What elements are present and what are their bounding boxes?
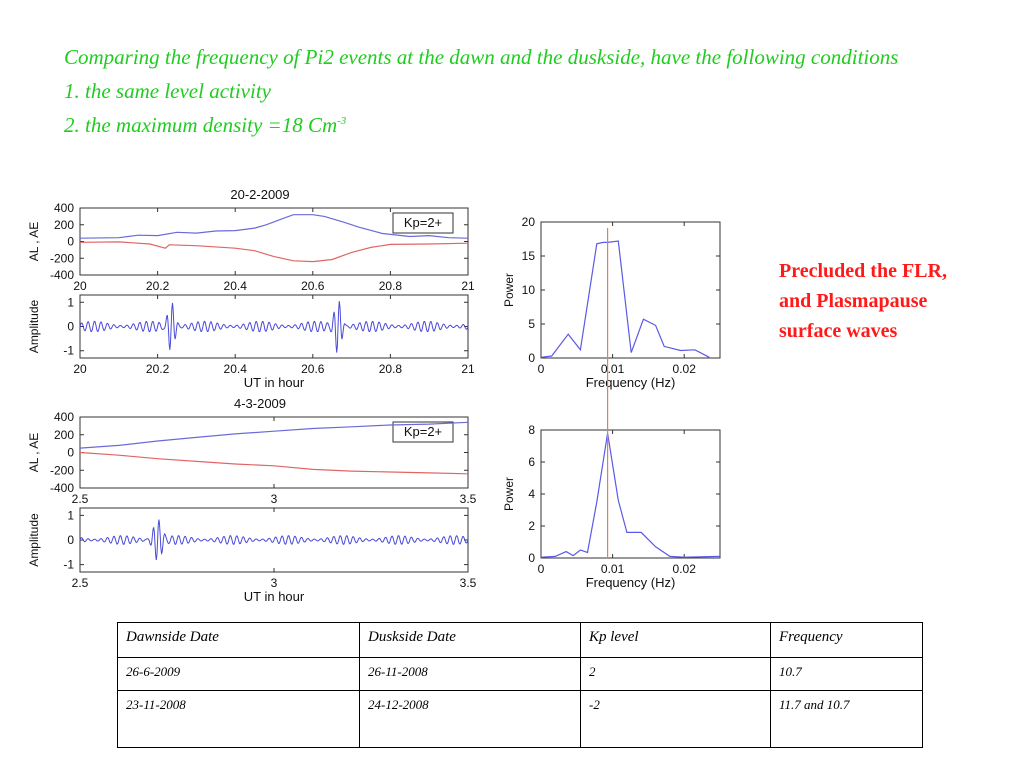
x-tick-label: 20.2	[145, 279, 170, 293]
x-tick-label: 20	[73, 362, 87, 376]
intro-line-2: 1. the same level activity	[64, 79, 271, 103]
table-cell: 23-11-2008	[118, 691, 360, 748]
y-tick-label: 400	[53, 410, 74, 424]
y-tick-label: 10	[521, 283, 535, 297]
x-tick-label: 0.01	[600, 362, 625, 376]
y-tick-label: 400	[53, 201, 74, 215]
x-tick-label: 0.02	[672, 362, 696, 376]
y-tick-label: 1	[67, 295, 74, 310]
y-tick-label: 0	[67, 445, 74, 460]
x-tick-label: 21	[461, 362, 475, 376]
y-axis-label: Amplitude	[27, 513, 41, 567]
table-header: Dawnside Date	[118, 623, 360, 658]
y-tick-label: 20	[521, 215, 535, 229]
chart-title: 4-3-2009	[233, 396, 287, 411]
y-tick-label: 15	[521, 249, 535, 263]
events-table	[117, 622, 923, 748]
intro-line-3-text: 2. the maximum density =18 Cm	[64, 113, 338, 137]
x-tick-label: 3	[270, 576, 278, 590]
y-tick-label: 2	[528, 519, 535, 533]
y-tick-label: 0	[67, 319, 74, 334]
x-tick-label: 20	[73, 279, 87, 293]
plot-frame	[541, 222, 720, 358]
table-header: Duskside Date	[360, 623, 581, 658]
x-tick-label: 20.4	[223, 279, 247, 293]
y-tick-label: 200	[53, 427, 74, 442]
y-tick-label: -1	[63, 343, 74, 358]
x-tick-label: 20.4	[223, 362, 247, 376]
table-cell: 26-11-2008	[360, 658, 581, 691]
x-axis-label: Frequency (Hz)	[585, 575, 676, 590]
legend-text: Kp=2+	[403, 424, 443, 439]
y-tick-label: 8	[528, 423, 535, 437]
table-cell: 26-6-2009	[118, 658, 360, 691]
x-tick-label: 20.8	[378, 279, 403, 293]
x-tick-label: 20.2	[145, 362, 170, 376]
table-cell: 10.7	[771, 658, 923, 691]
y-tick-label: -400	[49, 268, 74, 282]
x-tick-label: 3.5	[459, 492, 477, 506]
note-line-1: Precluded the FLR,	[779, 260, 947, 282]
note-line-2: and Plasmapause	[779, 290, 928, 312]
x-tick-label: 0	[537, 562, 545, 576]
y-axis-label: Amplitude	[27, 299, 41, 354]
table-row	[118, 658, 923, 691]
y-tick-label: -400	[49, 481, 74, 495]
x-tick-label: 20.6	[301, 362, 325, 376]
table-row	[118, 691, 923, 748]
x-tick-label: 20.6	[301, 279, 325, 293]
legend-text: Kp=2+	[403, 215, 443, 230]
intro-line-3-superscript: -3	[337, 115, 347, 127]
x-tick-label: 0.02	[672, 562, 696, 576]
table-cell: -2	[581, 691, 771, 748]
x-tick-label: 3.5	[459, 576, 477, 590]
y-tick-label: 0	[67, 533, 74, 547]
table-cell: 2	[581, 658, 771, 691]
table-header-row	[118, 623, 923, 658]
table-cell: 24-12-2008	[360, 691, 581, 748]
y-tick-label: 5	[528, 317, 535, 331]
chart-title: 20-2-2009	[230, 187, 290, 202]
table-cell: 11.7 and 10.7	[771, 691, 923, 748]
x-axis-label: UT in hour	[243, 589, 305, 604]
y-axis-label: Power	[502, 476, 516, 512]
x-tick-label: 0.01	[600, 562, 625, 576]
y-tick-label: -200	[49, 251, 74, 266]
y-axis-label: Power	[502, 272, 516, 308]
y-tick-label: 200	[53, 217, 74, 232]
y-tick-label: 6	[528, 455, 535, 469]
x-tick-label: 21	[461, 279, 475, 293]
x-axis-label: Frequency (Hz)	[585, 375, 676, 390]
note-line-3: surface waves	[779, 320, 898, 342]
x-tick-label: 20.8	[378, 362, 403, 376]
x-tick-label: 2.5	[71, 492, 89, 506]
plot-frame	[541, 430, 720, 558]
x-axis-label: UT in hour	[243, 375, 305, 390]
y-tick-label: 0	[528, 351, 535, 365]
y-tick-label: 0	[528, 551, 535, 565]
intro-line-1: Comparing the frequency of Pi2 events at the dawn and the duskside, have the following conditions	[64, 45, 899, 69]
table-header: Frequency	[771, 623, 923, 658]
x-tick-label: 0	[537, 362, 545, 376]
y-tick-label: 4	[528, 487, 535, 501]
y-tick-label: -1	[63, 557, 74, 572]
y-tick-label: -200	[49, 463, 74, 478]
y-axis-label: AL , AE	[27, 432, 41, 473]
table-header: Kp level	[581, 623, 771, 658]
x-tick-label: 3	[270, 492, 278, 506]
y-axis-label: AL , AE	[27, 221, 41, 262]
x-tick-label: 2.5	[71, 576, 89, 590]
y-tick-label: 1	[67, 508, 74, 523]
y-tick-label: 0	[67, 234, 74, 249]
